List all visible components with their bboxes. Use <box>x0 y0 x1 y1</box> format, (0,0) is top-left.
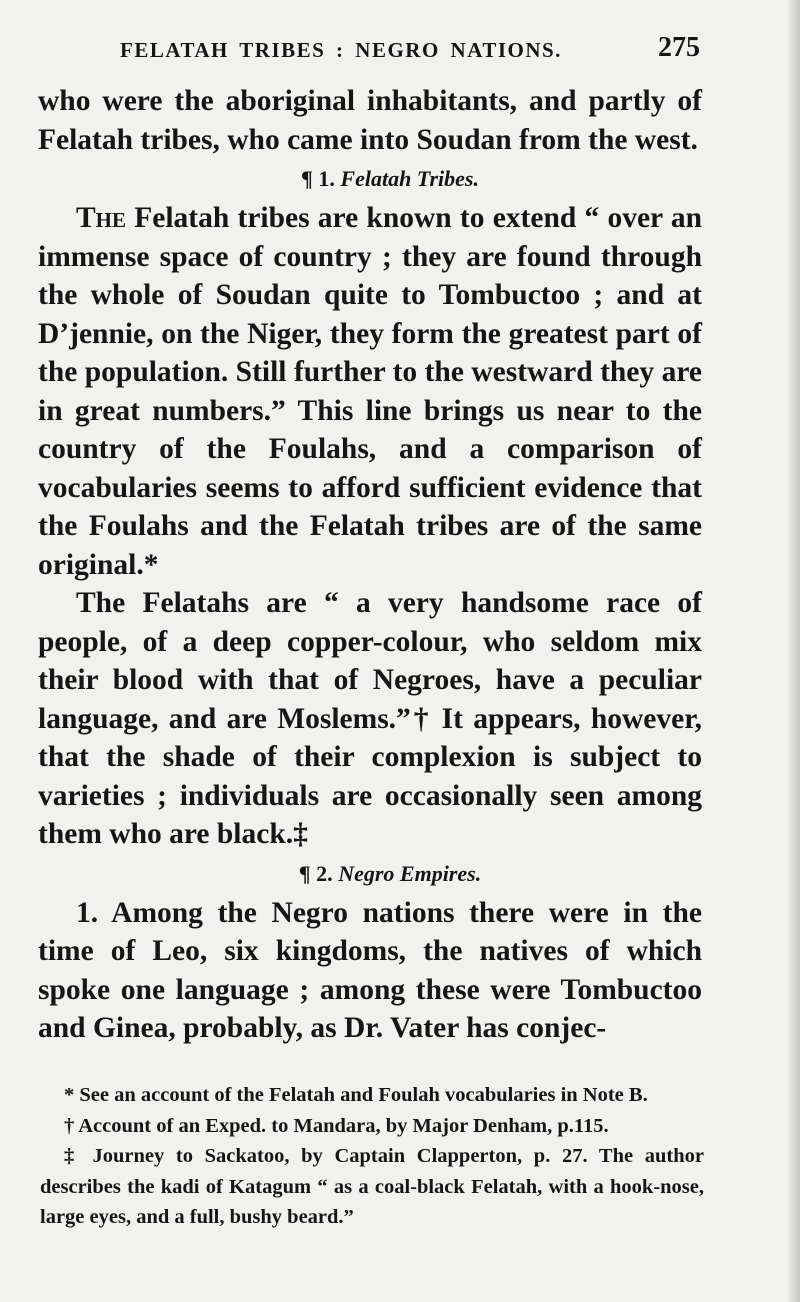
footnote-double-dagger: ‡ Journey to Sackatoo, by Captain Clapperton, p. 27. The author describes the kadi of Katagum “ as a coal-black Felatah, with a hook-nose, large eyes, and a full, bushy beard.” <box>40 1145 704 1228</box>
footnote-dagger: † Account of an Exped. to Mandara, by Major Denham, p.115. <box>64 1114 609 1137</box>
paragraph-felatah-extent <box>38 199 702 584</box>
section-mark: ¶ 2. <box>298 860 333 886</box>
section-mark: ¶ 1. <box>301 166 335 191</box>
paragraph-negro-nations: 1. Among the Negro nations there were in the time of Leo, six kingdoms, the natives of which spoke one language ; among these were Tombuctoo and Ginea, probably, as Dr. Vater has conjec- <box>38 896 702 1044</box>
section-heading-felatah-tribes <box>38 159 702 199</box>
section-title: Negro Empires. <box>338 860 482 886</box>
page-number: 275 <box>658 32 700 63</box>
paragraph-text: Felatah tribes are known to extend “ over an immense space of country ; they are found through the whole of Soudan quite to Tombuctoo ; and at D’jennie, on the Niger, they form the greatest part of the population. Still further to the westward they are in great numbers.” This line brings us near to the country of the Foulahs, and a comparison of vocabularies seems to afford sufficient evidence that the Foulahs and the Felatah tribes are of the same original.* <box>38 202 702 581</box>
section-heading-negro-empires <box>38 854 702 894</box>
footnotes <box>40 1080 704 1233</box>
footnote-asterisk: * See an account of the Felatah and Foulah vocabularies in Note B. <box>64 1084 648 1106</box>
running-head <box>120 30 700 70</box>
paragraph-continued: who were the aboriginal inhabitants, and partly of Felatah tribes, who came into Soudan from the west. <box>38 85 702 156</box>
paragraph-felatah-description: The Felatahs are “ a very handsome race of people, of a deep copper-colour, who seldom mix their blood with that of Negroes, have a peculiar language, and are Moslems.”† It appears, however, that the shade of their complexion is subject to varieties ; individuals are occasionally seen among them who are black.‡ <box>38 587 702 850</box>
page-edge-shadow <box>786 0 800 1302</box>
running-title: FELATAH TRIBES : NEGRO NATIONS. <box>120 38 562 62</box>
section-title: Felatah Tribes. <box>340 166 479 191</box>
paragraph-lead-word: The <box>76 202 127 234</box>
body-text <box>38 82 702 1048</box>
